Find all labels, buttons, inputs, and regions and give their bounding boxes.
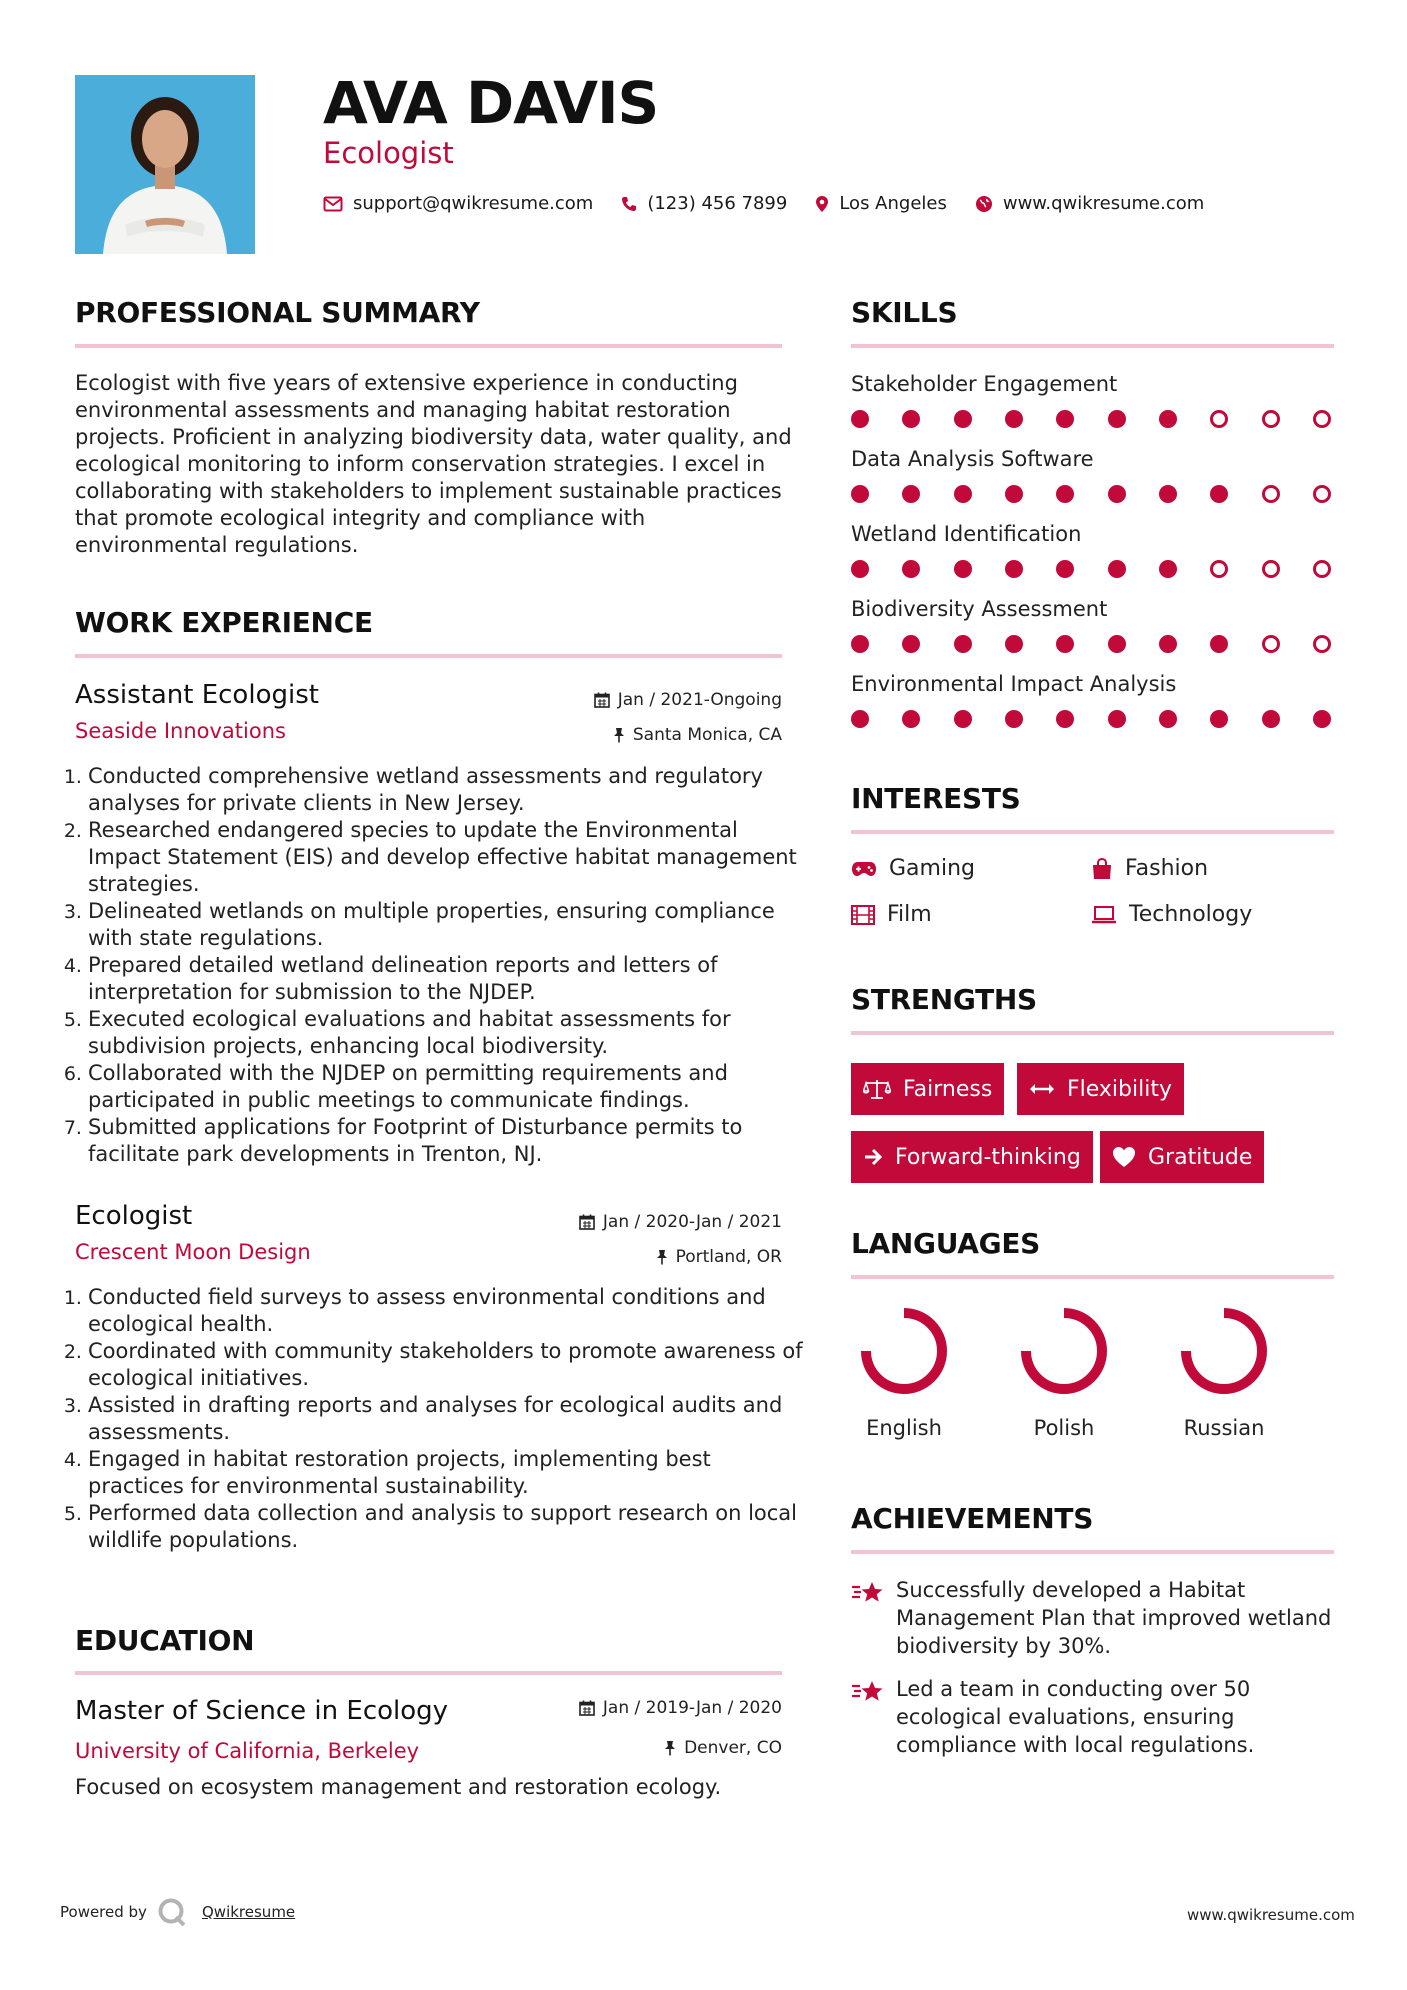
rating-dot-empty [1210, 560, 1228, 578]
rating-dot-filled [902, 710, 920, 728]
rating-dot-empty [1313, 485, 1331, 503]
job-duties-list [70, 1284, 808, 1554]
calendar-icon [579, 1700, 595, 1716]
rating-dot-filled [1159, 560, 1177, 578]
pushpin-icon [656, 1249, 668, 1265]
interest-film: Film [851, 902, 932, 927]
rating-dot-empty [1210, 410, 1228, 428]
pushpin-icon [664, 1740, 676, 1756]
job-location: Santa Monica, CA [482, 725, 782, 745]
contact-website[interactable] [975, 193, 1204, 214]
degree-title: Master of Science in Ecology [75, 1696, 449, 1726]
heart-icon [1112, 1146, 1136, 1168]
skill-name: Stakeholder Engagement [851, 372, 1118, 396]
rating-dot-filled [1108, 710, 1126, 728]
rating-dot-filled [954, 560, 972, 578]
language-label: Russian [1183, 1416, 1265, 1440]
shooting-star-icon [851, 1579, 885, 1607]
rating-dot-filled [1005, 410, 1023, 428]
list-item: 5. Executed ecological evaluations and habitat assessments for subdivision projects, enhancing local biodiversity. [88, 1006, 808, 1060]
achievements-divider [851, 1550, 1334, 1554]
email-text: support@qwikresume.com [353, 193, 594, 214]
rating-dot-filled [954, 410, 972, 428]
strength-tag-fairness: Fairness [851, 1063, 1004, 1115]
rating-dot-filled [1159, 710, 1177, 728]
language-item [846, 1306, 976, 1440]
rating-dot-empty [1262, 410, 1280, 428]
strengths-divider [851, 1031, 1334, 1035]
skill-row [851, 597, 1336, 672]
skill-row [851, 672, 1336, 747]
map-marker-icon [815, 195, 829, 213]
interest-technology: Technology [1091, 902, 1252, 927]
rating-dot-filled [1262, 710, 1280, 728]
skill-rating [851, 635, 1331, 653]
laptop-icon [1091, 906, 1117, 924]
list-item: 7. Submitted applications for Footprint of Disturbance permits to facilitate park developments in Trenton, NJ. [88, 1114, 808, 1168]
rating-dot-filled [1005, 710, 1023, 728]
education-dates: Jan / 2019-Jan / 2020 [482, 1698, 782, 1718]
skill-row [851, 522, 1336, 597]
rating-dot-filled [1005, 485, 1023, 503]
language-level-ring [1006, 1306, 1136, 1406]
rating-dot-filled [1159, 485, 1177, 503]
skill-rating [851, 410, 1331, 428]
job-dates: Jan / 2020-Jan / 2021 [482, 1212, 782, 1232]
language-label: Polish [1033, 1416, 1095, 1440]
rating-dot-filled [851, 410, 869, 428]
rating-dot-filled [851, 560, 869, 578]
location-text: Los Angeles [839, 193, 947, 214]
contact-location [815, 193, 947, 214]
skill-rating [851, 560, 1331, 578]
list-item: 2. Researched endangered species to update the Environmental Impact Statement (EIS) and develop effective habitat management strategies. [88, 817, 808, 898]
education-description: Focused on ecosystem management and restoration ecology. [75, 1775, 722, 1799]
strengths-heading: STRENGTHS [851, 983, 1037, 1016]
list-item: 6. Collaborated with the NJDEP on permitting requirements and participated in public meetings to communicate findings. [88, 1060, 808, 1114]
job-title: Assistant Ecologist [75, 680, 319, 710]
achievement-text: Led a team in conducting over 50 ecological evaluations, ensuring compliance with local regulations. [896, 1677, 1255, 1757]
rating-dot-filled [902, 485, 920, 503]
shooting-star-icon [851, 1678, 885, 1706]
rating-dot-filled [1210, 710, 1228, 728]
languages-divider [851, 1275, 1334, 1279]
candidate-name: AVA DAVIS [323, 69, 659, 137]
rating-dot-filled [1108, 635, 1126, 653]
shopping-bag-icon [1091, 858, 1113, 880]
website-text: www.qwikresume.com [1002, 193, 1205, 214]
rating-dot-filled [1210, 635, 1228, 653]
experience-divider [75, 654, 782, 658]
qwikresume-link[interactable]: Qwikresume [202, 1903, 296, 1921]
rating-dot-empty [1262, 635, 1280, 653]
rating-dot-filled [1056, 635, 1074, 653]
education-divider [75, 1671, 782, 1675]
list-item: 4. Engaged in habitat restoration projects, implementing best practices for environmental sustainability. [88, 1446, 808, 1500]
language-label: English [866, 1416, 942, 1440]
strength-tag-flexibility: Flexibility [1017, 1063, 1184, 1115]
rating-dot-filled [1056, 710, 1074, 728]
language-level-arc [1186, 1313, 1262, 1389]
rating-dot-empty [1313, 410, 1331, 428]
rating-dot-filled [1210, 485, 1228, 503]
language-level-arc [1026, 1313, 1102, 1389]
profile-photo [75, 75, 255, 254]
education-heading: EDUCATION [75, 1624, 255, 1657]
summary-text: Ecologist with five years of extensive experience in conducting environmental assessments and managing habitat restoration projects. Proficient in analyzing biodiversity data, water quality, and ecological monitoring to inform conservation strategies. I excel in collaborating with stakeholders to implement sustainable practices that promote ecological integrity and compliance with environmental regulations. [75, 371, 792, 557]
skill-name: Wetland Identification [851, 522, 1082, 546]
language-level-ring [846, 1306, 976, 1406]
strength-tag-forward-thinking: Forward-thinking [851, 1131, 1093, 1183]
skill-name: Biodiversity Assessment [851, 597, 1108, 621]
rating-dot-empty [1262, 560, 1280, 578]
skills-heading: SKILLS [851, 296, 958, 329]
languages-heading: LANGUAGES [851, 1227, 1041, 1260]
rating-dot-filled [1056, 410, 1074, 428]
pushpin-icon [613, 727, 625, 743]
rating-dot-empty [1262, 485, 1280, 503]
rating-dot-filled [954, 485, 972, 503]
rating-dot-filled [954, 710, 972, 728]
candidate-title: Ecologist [323, 136, 454, 170]
footer-website-link[interactable]: www.qwikresume.com [1187, 1906, 1355, 1924]
list-item: 4. Prepared detailed wetland delineation reports and letters of interpretation for submission to the NJDEP. [88, 952, 808, 1006]
skill-rating [851, 710, 1331, 728]
education-location: Denver, CO [482, 1738, 782, 1758]
job-dates: Jan / 2021-Ongoing [482, 690, 782, 710]
rating-dot-filled [1108, 560, 1126, 578]
envelope-icon [323, 196, 343, 212]
list-item: 2. Coordinated with community stakeholders to promote awareness of ecological initiatives. [88, 1338, 808, 1392]
job-company: Crescent Moon Design [75, 1240, 311, 1264]
list-item: 1. Conducted comprehensive wetland assessments and regulatory analyses for private clients in New Jersey. [88, 763, 808, 817]
balance-scale-icon [863, 1078, 891, 1100]
phone-text: (123) 456 7899 [647, 193, 788, 214]
achievement-icon [851, 1579, 885, 1611]
rating-dot-filled [851, 485, 869, 503]
interests-divider [851, 830, 1334, 834]
language-item [1166, 1306, 1296, 1440]
globe-icon [975, 195, 993, 213]
calendar-icon [579, 1214, 595, 1230]
school-name: University of California, Berkeley [75, 1739, 420, 1763]
film-icon [851, 905, 875, 925]
rating-dot-empty [1313, 635, 1331, 653]
skills-list [851, 372, 1336, 747]
rating-dot-filled [954, 635, 972, 653]
achievement-icon [851, 1678, 885, 1710]
job-duties-list [70, 763, 808, 1168]
skill-row [851, 372, 1336, 447]
rating-dot-filled [1313, 710, 1331, 728]
contact-phone[interactable] [621, 193, 787, 214]
rating-dot-filled [1108, 410, 1126, 428]
qwikresume-logo-icon [157, 1897, 187, 1931]
language-level-ring [1166, 1306, 1296, 1406]
rating-dot-filled [1056, 485, 1074, 503]
contact-email[interactable] [323, 193, 593, 214]
skill-name: Environmental Impact Analysis [851, 672, 1177, 696]
job-company: Seaside Innovations [75, 719, 286, 743]
language-level-arc [866, 1313, 942, 1389]
strength-tag-gratitude: Gratitude [1100, 1131, 1264, 1183]
gamepad-icon [851, 861, 877, 877]
rating-dot-filled [1005, 635, 1023, 653]
skill-row [851, 447, 1336, 522]
list-item: 3. Delineated wetlands on multiple properties, ensuring compliance with state regulations. [88, 898, 808, 952]
rating-dot-empty [1313, 560, 1331, 578]
list-item: 3. Assisted in drafting reports and analyses for ecological audits and assessments. [88, 1392, 808, 1446]
skills-divider [851, 344, 1334, 348]
rating-dot-filled [1159, 410, 1177, 428]
languages-list [846, 1306, 1326, 1456]
summary-divider [75, 344, 782, 348]
contact-bar [323, 193, 1222, 214]
skill-rating [851, 485, 1331, 503]
interest-fashion: Fashion [1091, 856, 1208, 881]
summary-heading: PROFESSIONAL SUMMARY [75, 296, 480, 329]
calendar-icon [594, 692, 610, 708]
phone-icon [621, 196, 637, 212]
rating-dot-filled [851, 635, 869, 653]
interests-heading: INTERESTS [851, 782, 1021, 815]
list-item: 1. Conducted field surveys to assess environmental conditions and ecological health. [88, 1284, 808, 1338]
language-item [1006, 1306, 1136, 1440]
rating-dot-filled [1159, 635, 1177, 653]
rating-dot-filled [1108, 485, 1126, 503]
skill-name: Data Analysis Software [851, 447, 1094, 471]
job-title: Ecologist [75, 1201, 193, 1231]
rating-dot-filled [902, 410, 920, 428]
rating-dot-filled [851, 710, 869, 728]
rating-dot-filled [902, 635, 920, 653]
achievement-text: Successfully developed a Habitat Management Plan that improved wetland biodiversity by 30%. [896, 1578, 1332, 1658]
experience-heading: WORK EXPERIENCE [75, 606, 373, 639]
achievements-heading: ACHIEVEMENTS [851, 1502, 1094, 1535]
double-arrow-icon [1029, 1082, 1055, 1096]
powered-by-label: Powered by [60, 1903, 147, 1921]
rating-dot-filled [902, 560, 920, 578]
rating-dot-filled [1056, 560, 1074, 578]
rating-dot-filled [1005, 560, 1023, 578]
interest-gaming: Gaming [851, 856, 975, 881]
job-location: Portland, OR [482, 1247, 782, 1267]
arrow-right-icon [863, 1148, 883, 1166]
list-item: 5. Performed data collection and analysis to support research on local wildlife populations. [88, 1500, 808, 1554]
